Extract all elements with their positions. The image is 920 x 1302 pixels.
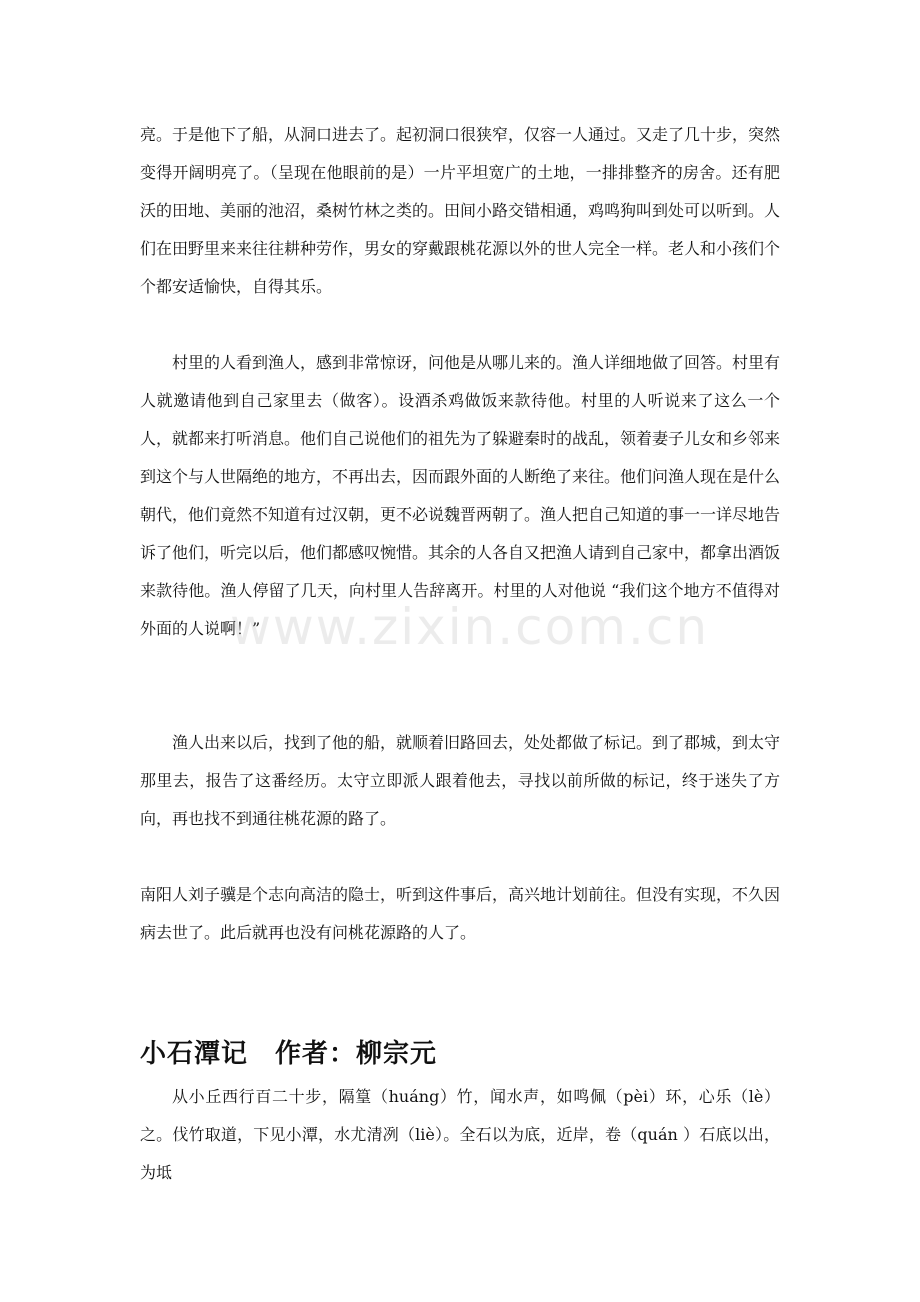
paragraph-2: 村里的人看到渔人，感到非常惊讶，问他是从哪儿来的。渔人详细地做了回答。村里有人就邀请他到自己家里去（做客）。设酒杀鸡做饭来款待他。村里的人听说来了这么一个人，就都来打听消息。他们自己说他们的祖先为了躲避秦时的战乱，领着妻子儿女和乡邻来到这个与人世隔绝的地方，不再出去，因而跟外面的人断绝了来往。他们问渔人现在是什么朝代，他们竟然不知道有过汉朝，更不必说魏晋两朝了。渔人把自己知道的事一一详尽地告诉了他们，听完以后，他们都感叹惋惜。其余的人各自又把渔人请到自己家中，都拿出酒饭来款待他。渔人停留了几天，向村里人告辞离开。村里的人对他说 “我们这个地方不值得对外面的人说啊！”: [140, 353, 781, 638]
paragraph-1: 亮。于是他下了船，从洞口进去了。起初洞口很狭窄，仅容一人通过。又走了几十步，突然变得开阔明亮了。（呈现在他眼前的是）一片平坦宽广的土地，一排排整齐的房舍。还有肥沃的田地、美丽的池沼，桑树竹林之类的。田间小路交错相通，鸡鸣狗叫到处可以听到。人们在田野里来来往往耕种劳作，男女的穿戴跟桃花源以外的世人完全一样。老人和小孩们个个都安适愉快，自得其乐。: [140, 125, 781, 296]
paragraph-4: 南阳人刘子骥是个志向高洁的隐士，听到这件事后，高兴地计划前往。但没有实现，不久因病去世了。此后就再也没有问桃花源路的人了。: [140, 885, 781, 942]
paragraph-3: 渔人出来以后，找到了他的船，就顺着旧路回去，处处都做了标记。到了郡城，到太守那里去，报告了这番经历。太守立即派人跟着他去，寻找以前所做的标记，终于迷失了方向，再也找不到通往桃花源的路了。: [140, 733, 781, 828]
section-title: 小石潭记 作者：柳宗元: [140, 1039, 438, 1069]
watermark: www.zixin.com.cn: [230, 598, 710, 656]
section-paragraph: 从小丘西行百二十步，隔篁（huáng）竹，闻水声，如鸣佩（pèi）环，心乐（lè）之。伐竹取道，下见小潭，水尤清冽（liè）。全石以为底，近岸，卷（quán ）石底以出，为坻: [140, 1087, 780, 1182]
